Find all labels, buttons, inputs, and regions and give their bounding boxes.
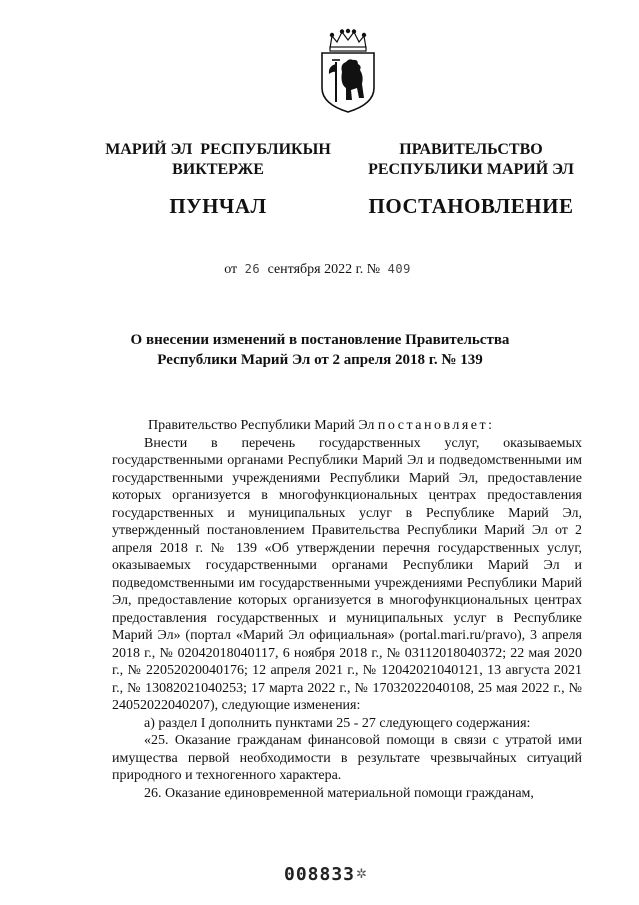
header-russian-doc-type: ПОСТАНОВЛЕНИЕ [368,194,574,218]
item-26: 26. Оказание единовременной материальной помощи гражданам, [144,785,534,801]
header-russian-block [352,140,590,219]
date-day: 26 [244,262,261,276]
document-title [90,330,550,370]
header-mari-doc-type: ПУНЧАЛ [169,194,267,218]
document-title-line1: О внесении изменений в постановление Правительства [130,332,510,348]
item-25: «25. Оказание гражданам финансовой помощи в связи с утратой ими имущества первой необходимости в результате чрезвычайных ситуаций природного и техногенного характера. [112,733,582,783]
date-month-year: сентября 2022 г. № [267,262,381,277]
serial-number: 008833 [284,864,356,885]
document-body [112,417,582,802]
date-prefix: от [224,262,238,277]
coat-of-arms-icon [318,28,378,114]
resolution-prefix: Правительство Республики Марий Эл [148,418,375,433]
document-date-line [0,262,639,278]
header-mari-line2: ВИКТЕРЖЕ [172,161,264,178]
resolution-word: постановляет: [377,418,495,433]
serial-mark-icon: ✲ [356,866,367,881]
header-russian-line1: ПРАВИТЕЛЬСТВО [399,141,543,158]
document-title-line2: Республики Марий Эл от 2 апреля 2018 г. № 139 [157,352,483,368]
header-mari-block [100,140,336,219]
item-a: а) раздел I дополнить пунктами 25 - 27 следующего содержания: [144,715,531,731]
resolution-line [112,417,582,435]
header-russian-line2: РЕСПУБЛИКИ МАРИЙ ЭЛ [368,161,574,178]
paragraph-main: Внести в перечень государственных услуг, оказываемых государственными органами Республики Марий Эл и подведомственными им государственными учреждениями Республики Марий Эл, предоставление которых организуется в многофункциональных центрах предоставления государственных и муниципальных услуг в Республике Марий Эл, утвержденный постановлением Правительства Республики Марий Эл от 2 апреля 2018 г. № 139 «Об утверждении перечня государственных услуг, оказываемых государственными органами Республики Марий Эл и подведомственными им государственными учреждениями Республики Марий Эл, предоставление которых организуется в многофункциональных центрах предоставления государственных и муниципальных услуг в Республике Марий Эл» (портал «Марий Эл официальная» (portal.mari.ru/pravo), 3 апреля 2018 г., № 02042018040117, 6 ноября 2018 г., № 03112018040372; 22 мая 2020 г., № 22052020040176; 12 апреля 2021 г., № 12042021040121, 13 августа 2021 г., № 13082021040253; 17 марта 2022 г., № 17032022040108, 25 мая 2022 г., № 24052022040207), следующие изменения: [112,435,582,713]
document-number: 409 [387,262,411,276]
header-mari-line1: МАРИЙ ЭЛ РЕСПУБЛИКЫН [105,141,331,158]
